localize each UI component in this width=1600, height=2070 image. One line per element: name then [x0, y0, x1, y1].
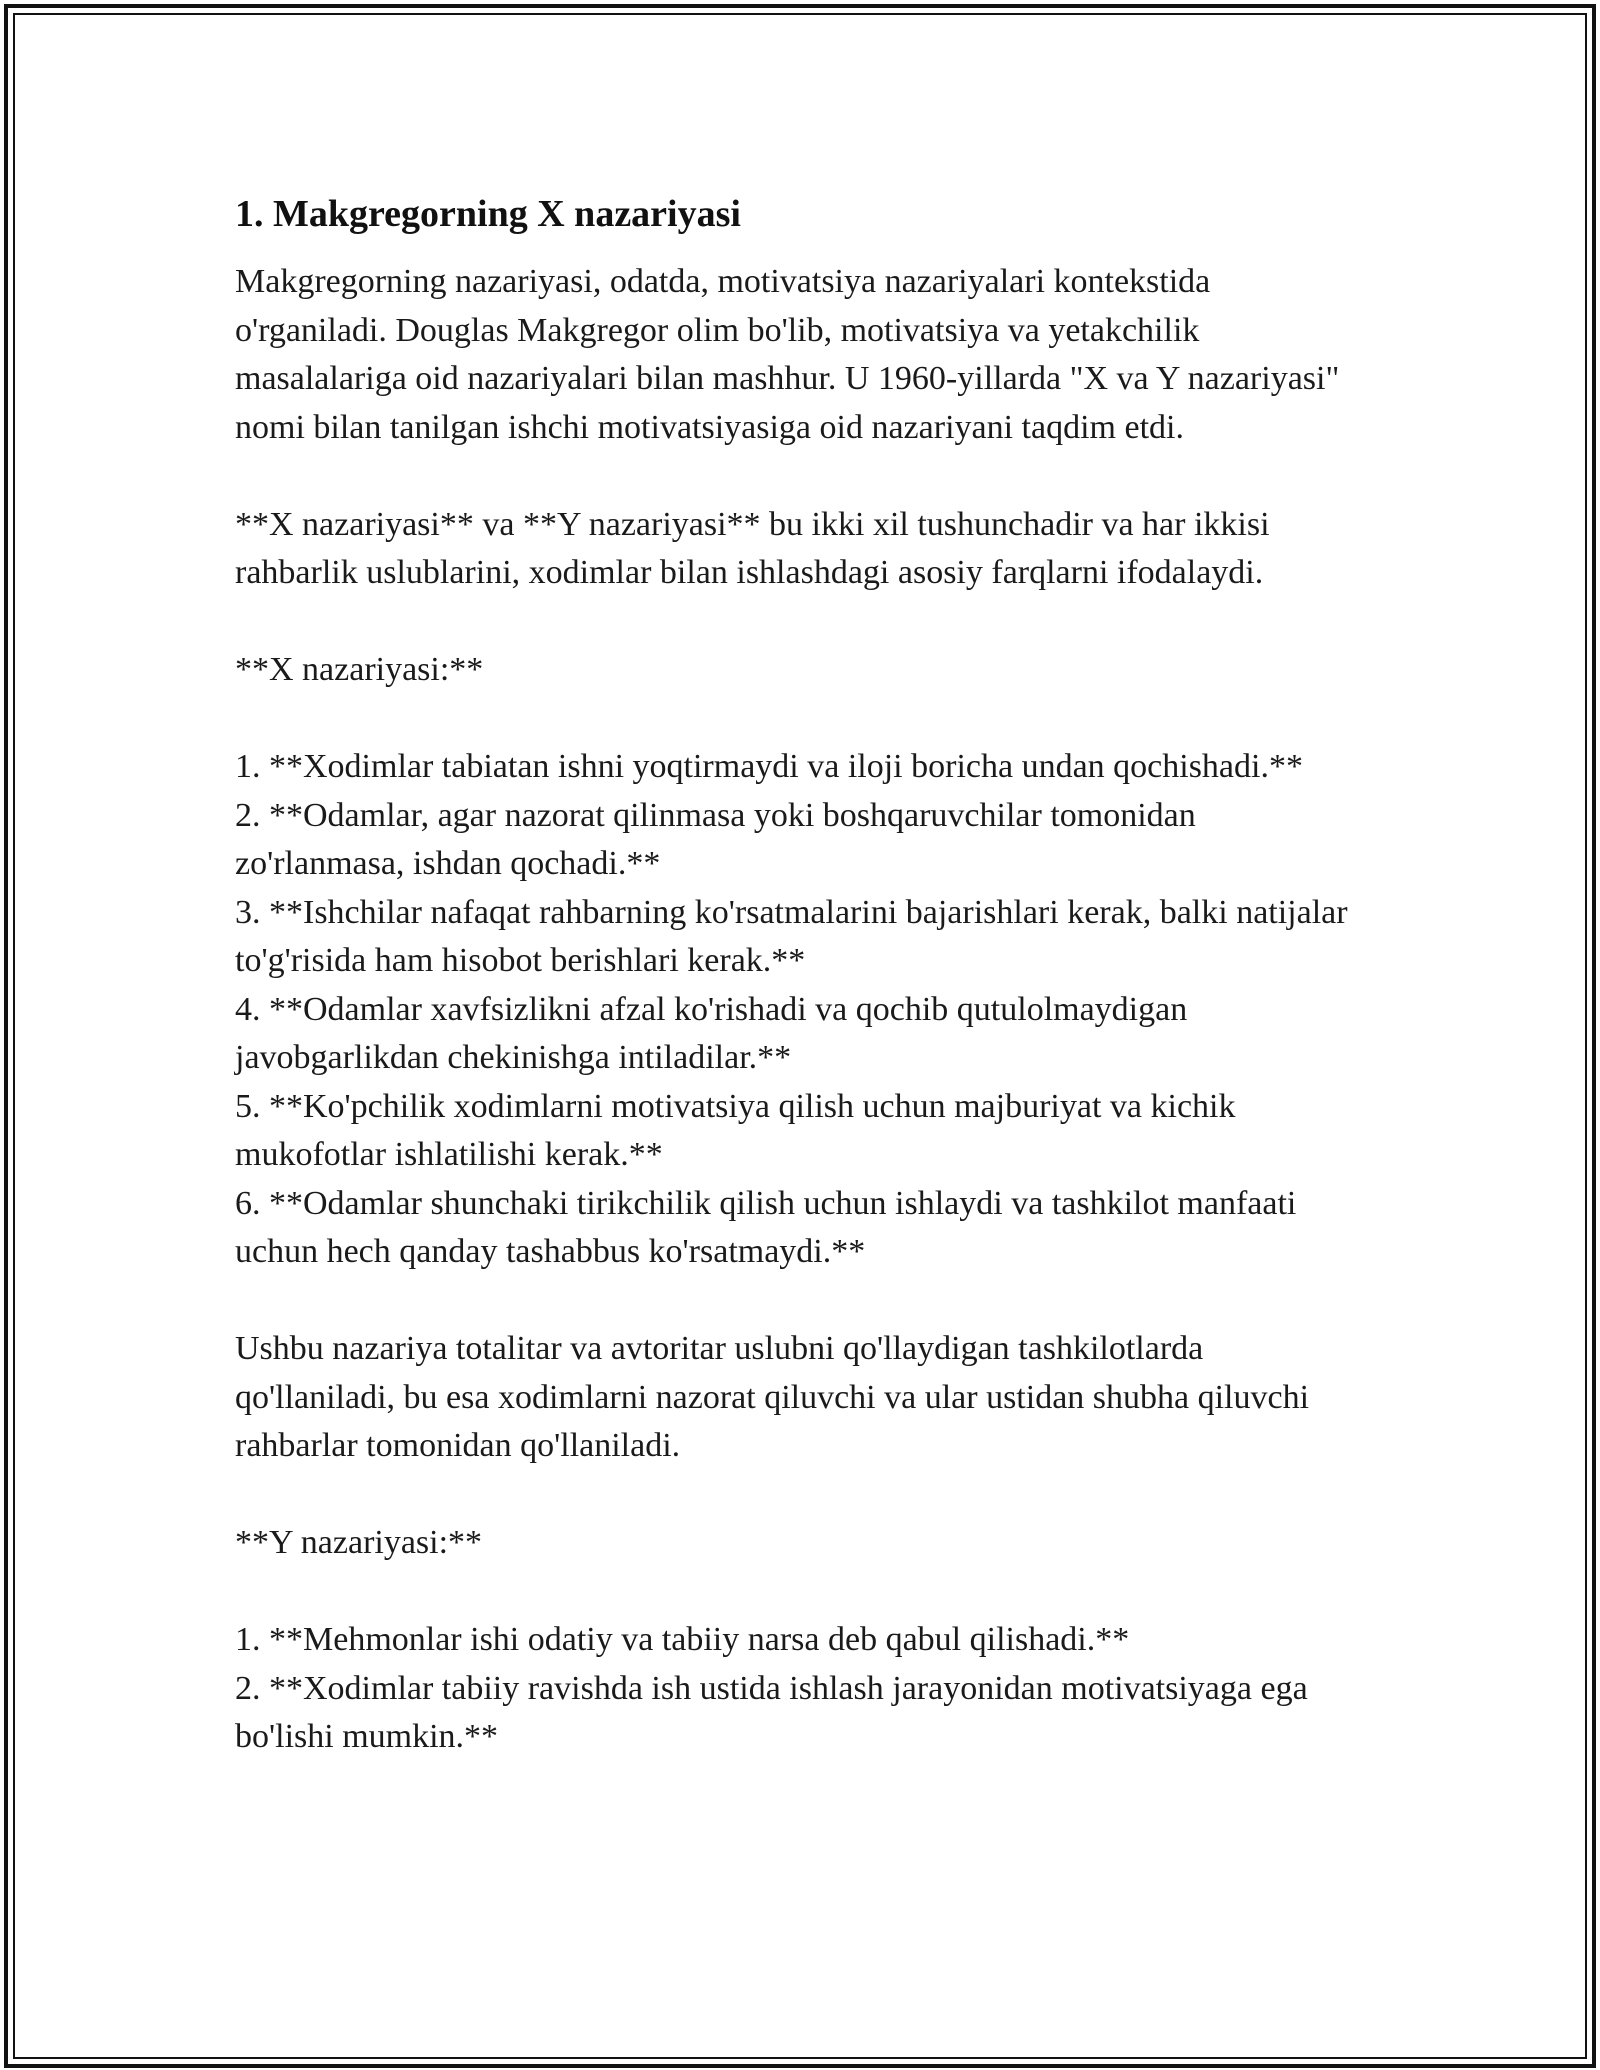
document-page	[235, 188, 1365, 1762]
list-item: 6. **Odamlar shunchaki tirikchilik qilish uchun ishlaydi va tashkilot manfaati uchun hech qanday tashabbus ko'rsatmaydi.**	[235, 1184, 1297, 1270]
list-item: 4. **Odamlar xavfsizlikni afzal ko'rishadi va qochib qutulolmaydigan javobgarlikdan chekinishga intiladilar.**	[235, 990, 1188, 1076]
paragraph-spacer	[235, 598, 1365, 647]
list-item: 5. **Ko'pchilik xodimlarni motivatsiya qilish uchun majburiyat va kichik mukofotlar ishlatilishi kerak.**	[235, 1087, 1236, 1173]
paragraph-spacer	[235, 1568, 1365, 1617]
document-title: 1. Makgregorning X nazariyasi	[235, 193, 741, 235]
y-theory-heading: **Y nazariyasi:**	[235, 1524, 483, 1561]
x-theory-heading: **X nazariyasi:**	[235, 651, 484, 688]
paragraph-spacer	[235, 1277, 1365, 1326]
x-theory-summary: Ushbu nazariya totalitar va avtoritar uslubni qo'llaydigan tashkilotlarda qo'llaniladi, bu esa xodimlarni nazorat qiluvchi va ular ustidan shubha qiluvchi rahbarlar tomonidan qo'llaniladi.	[235, 1330, 1318, 1464]
paragraph-spacer	[235, 1471, 1365, 1520]
list-item: 2. **Odamlar, agar nazorat qilinmasa yoki boshqaruvchilar tomonidan zo'rlanmasa, ishdan qochadi.**	[235, 796, 1196, 882]
paragraph-spacer	[235, 695, 1365, 744]
x-theory-list	[235, 743, 1365, 1277]
y-theory-list	[235, 1616, 1365, 1762]
intro-paragraph: Makgregorning nazariyasi, odatda, motivatsiya nazariyalari kontekstida o'rganiladi. Douglas Makgregor olim bo'lib, motivatsiya va yetakchilik masalalariga oid nazariyalari bilan mashhur. U 1960-yillarda "X va Y nazariyasi" nomi bilan tanilgan ishchi motivatsiyasiga oid nazariyani taqdim etdi.	[235, 263, 1348, 446]
list-item: 2. **Xodimlar tabiiy ravishda ish ustida ishlash jarayonidan motivatsiyaga ega bo'lishi mumkin.**	[235, 1669, 1308, 1755]
list-item: 1. **Mehmonlar ishi odatiy va tabiiy narsa deb qabul qilishadi.**	[235, 1621, 1130, 1658]
paragraph-spacer	[235, 452, 1365, 501]
comparison-paragraph: **X nazariyasi** va **Y nazariyasi** bu ikki xil tushunchadir va har ikkisi rahbarlik uslublarini, xodimlar bilan ishlashdagi asosiy farqlarni ifodalaydi.	[235, 505, 1279, 591]
list-item: 1. **Xodimlar tabiatan ishni yoqtirmaydi va iloji boricha undan qochishadi.**	[235, 748, 1303, 785]
list-item: 3. **Ishchilar nafaqat rahbarning ko'rsatmalarini bajarishlari kerak, balki natijalar to'g'risida ham hisobot berishlari kerak.**	[235, 893, 1348, 979]
